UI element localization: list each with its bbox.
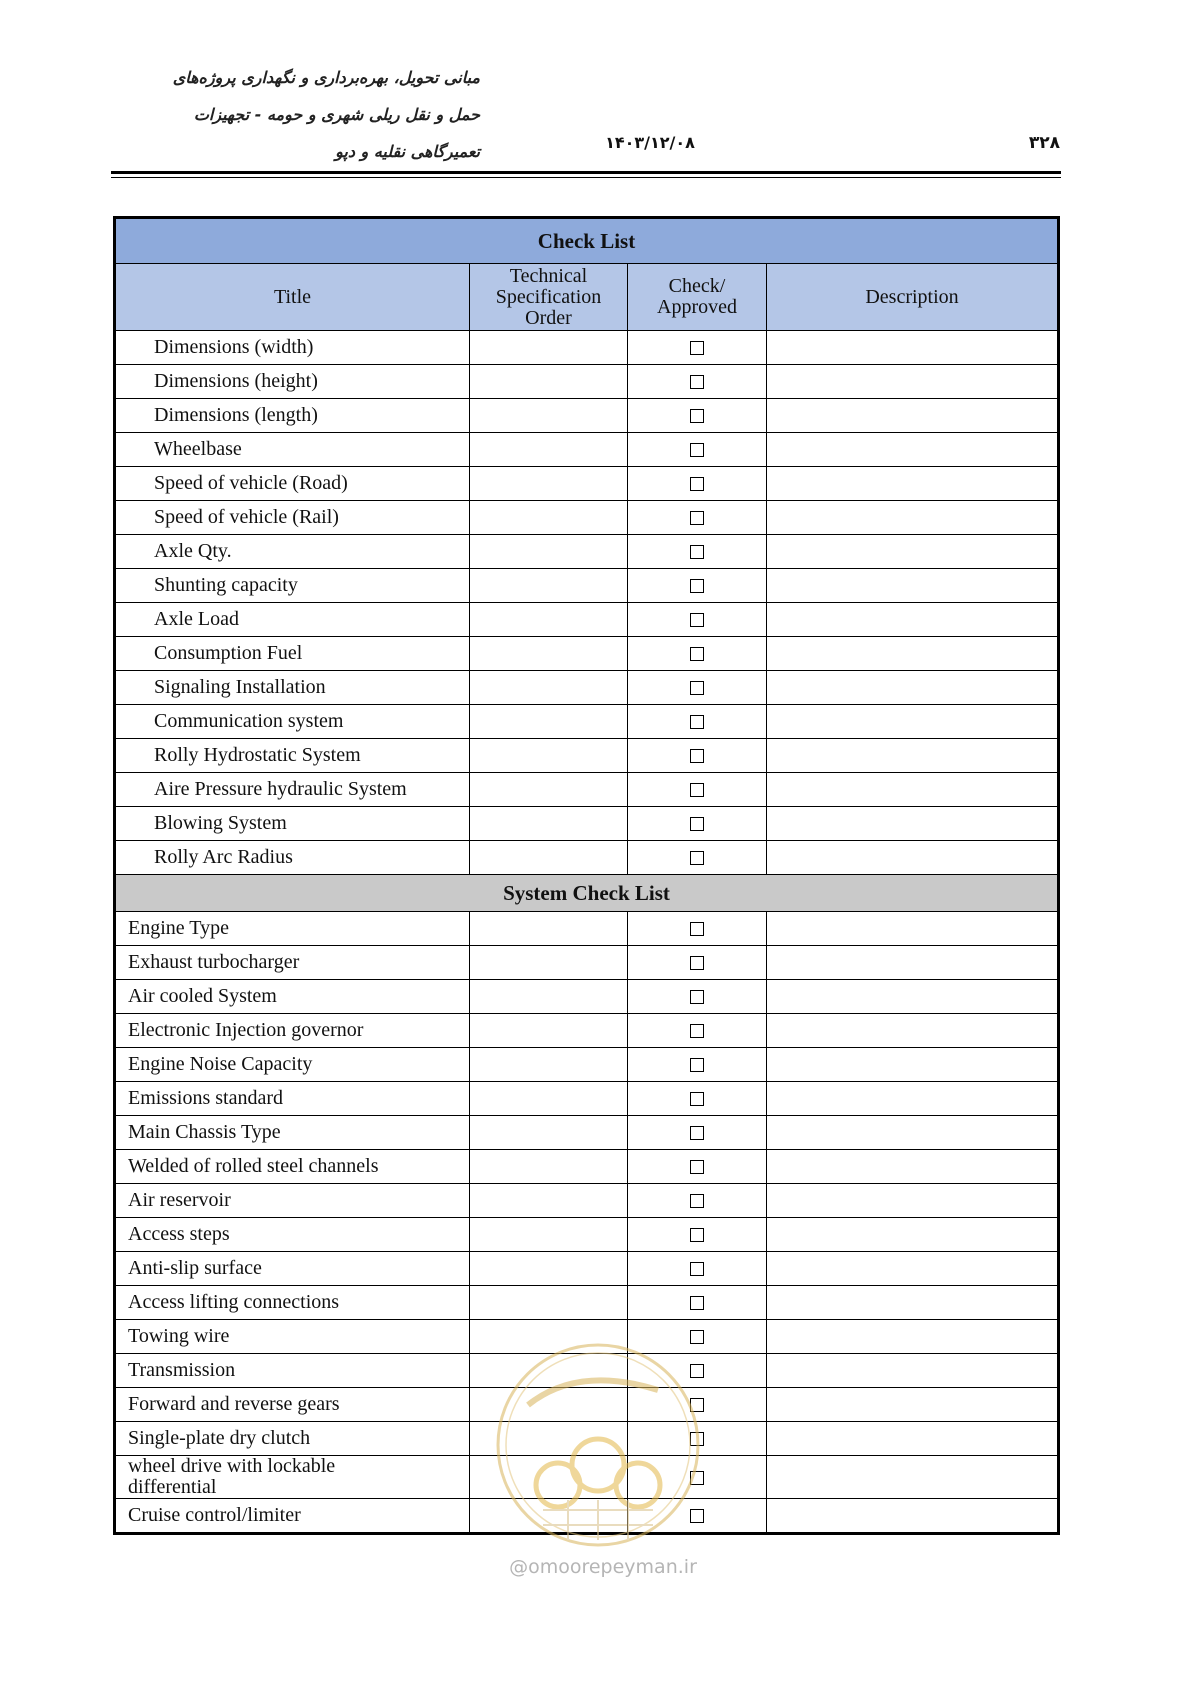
spec-cell[interactable] <box>470 1252 628 1286</box>
check-cell <box>628 1286 767 1320</box>
spec-header-line2: Specification <box>495 285 602 308</box>
row-title: Electronic Injection governor <box>115 1014 470 1048</box>
spec-cell[interactable] <box>470 1184 628 1218</box>
description-cell[interactable] <box>767 841 1059 875</box>
row-title: Exhaust turbocharger <box>115 946 470 980</box>
description-cell[interactable] <box>767 946 1059 980</box>
table-row <box>115 980 1059 1014</box>
row-title: Signaling Installation <box>115 671 470 705</box>
checkbox[interactable] <box>690 922 704 936</box>
table-row <box>115 1082 1059 1116</box>
spec-cell[interactable] <box>470 1422 628 1456</box>
header-date: ۱۴۰۳/۱۲/۰۸ <box>605 133 695 152</box>
description-cell[interactable] <box>767 1388 1059 1422</box>
table-row <box>115 331 1059 365</box>
description-cell[interactable] <box>767 980 1059 1014</box>
check-cell <box>628 1456 767 1499</box>
spec-cell[interactable] <box>470 841 628 875</box>
table-row <box>115 365 1059 399</box>
check-cell <box>628 365 767 399</box>
check-cell <box>628 739 767 773</box>
row-title: Single-plate dry clutch <box>115 1422 470 1456</box>
check-list-body <box>115 331 1059 875</box>
row-title: Main Chassis Type <box>115 1116 470 1150</box>
table-row <box>115 1320 1059 1354</box>
column-header-check <box>628 264 767 331</box>
spec-cell[interactable] <box>470 1456 628 1499</box>
check-list-table <box>113 216 1060 1535</box>
table-title-row <box>115 218 1059 264</box>
spec-cell[interactable] <box>470 912 628 946</box>
description-cell[interactable] <box>767 501 1059 535</box>
description-cell[interactable] <box>767 1218 1059 1252</box>
spec-cell[interactable] <box>470 773 628 807</box>
description-cell[interactable] <box>767 569 1059 603</box>
description-cell[interactable] <box>767 1116 1059 1150</box>
check-cell <box>628 705 767 739</box>
spec-cell[interactable] <box>470 535 628 569</box>
check-cell <box>628 1116 767 1150</box>
check-cell <box>628 637 767 671</box>
check-cell <box>628 1320 767 1354</box>
check-cell <box>628 841 767 875</box>
header-title-line2: حمل و نقل ریلی شهری و حومه - تجهیزات <box>193 105 480 124</box>
checkbox[interactable] <box>690 1160 704 1174</box>
row-title: Anti-slip surface <box>115 1252 470 1286</box>
row-title <box>115 1456 470 1499</box>
table-row <box>115 739 1059 773</box>
check-cell <box>628 603 767 637</box>
spec-cell[interactable] <box>470 705 628 739</box>
spec-cell[interactable] <box>470 1499 628 1534</box>
row-title: Dimensions (width) <box>115 331 470 365</box>
checkbox[interactable] <box>690 1228 704 1242</box>
description-cell[interactable] <box>767 1184 1059 1218</box>
row-title: Speed of vehicle (Rail) <box>115 501 470 535</box>
table-row <box>115 841 1059 875</box>
spec-cell[interactable] <box>470 980 628 1014</box>
description-cell[interactable] <box>767 433 1059 467</box>
checkbox[interactable] <box>690 1509 704 1523</box>
row-title: Access lifting connections <box>115 1286 470 1320</box>
table-row <box>115 399 1059 433</box>
row-title: Rolly Arc Radius <box>115 841 470 875</box>
row-title: Cruise control/limiter <box>115 1499 470 1534</box>
row-title-line1: wheel drive with lockable <box>128 1455 336 1477</box>
description-cell[interactable] <box>767 912 1059 946</box>
row-title: Access steps <box>115 1218 470 1252</box>
description-cell[interactable] <box>767 773 1059 807</box>
row-title: Aire Pressure hydraulic System <box>115 773 470 807</box>
table-row <box>115 1048 1059 1082</box>
check-cell <box>628 671 767 705</box>
row-title: Welded of rolled steel channels <box>115 1150 470 1184</box>
column-header-title: Title <box>115 264 470 331</box>
row-title: Air reservoir <box>115 1184 470 1218</box>
spec-cell[interactable] <box>470 1354 628 1388</box>
checkbox[interactable] <box>690 956 704 970</box>
table-row <box>115 637 1059 671</box>
table-row <box>115 1422 1059 1456</box>
table-row <box>115 467 1059 501</box>
row-title: Forward and reverse gears <box>115 1388 470 1422</box>
table-row <box>115 912 1059 946</box>
row-title: Engine Type <box>115 912 470 946</box>
checkbox[interactable] <box>690 1092 704 1106</box>
spec-cell[interactable] <box>470 1048 628 1082</box>
spec-cell[interactable] <box>470 671 628 705</box>
row-title: Air cooled System <box>115 980 470 1014</box>
checkbox[interactable] <box>690 647 704 661</box>
check-cell <box>628 1499 767 1534</box>
check-cell <box>628 331 767 365</box>
row-title: Emissions standard <box>115 1082 470 1116</box>
spec-cell[interactable] <box>470 1320 628 1354</box>
description-cell[interactable] <box>767 331 1059 365</box>
checkbox[interactable] <box>690 1024 704 1038</box>
table-row <box>115 535 1059 569</box>
checkbox[interactable] <box>690 409 704 423</box>
spec-cell[interactable] <box>470 399 628 433</box>
spec-cell[interactable] <box>470 946 628 980</box>
checkbox[interactable] <box>690 1262 704 1276</box>
checkbox[interactable] <box>690 990 704 1004</box>
row-title: Shunting capacity <box>115 569 470 603</box>
check-cell <box>628 807 767 841</box>
table-title: Check List <box>115 218 1059 264</box>
table-row <box>115 807 1059 841</box>
description-cell[interactable] <box>767 1456 1059 1499</box>
check-header-line1: Check/ <box>668 275 726 297</box>
spec-cell[interactable] <box>470 739 628 773</box>
description-cell[interactable] <box>767 1499 1059 1534</box>
check-cell <box>628 569 767 603</box>
table-row <box>115 1218 1059 1252</box>
checkbox[interactable] <box>690 1471 704 1485</box>
check-cell <box>628 1082 767 1116</box>
description-cell[interactable] <box>767 399 1059 433</box>
check-header-line2: Approved <box>657 296 737 318</box>
row-title: Speed of vehicle (Road) <box>115 467 470 501</box>
description-cell[interactable] <box>767 1320 1059 1354</box>
description-cell[interactable] <box>767 535 1059 569</box>
spec-cell[interactable] <box>470 365 628 399</box>
system-check-list-row <box>115 875 1059 912</box>
header-title-line1: مبانی تحویل، بهره‌برداری و نگهداری پروژه‌های <box>172 68 480 87</box>
spec-cell[interactable] <box>470 1014 628 1048</box>
checkbox[interactable] <box>690 1194 704 1208</box>
spec-cell[interactable] <box>470 467 628 501</box>
spec-cell[interactable] <box>470 1150 628 1184</box>
table-row <box>115 1456 1059 1499</box>
checkbox[interactable] <box>690 579 704 593</box>
row-title-line2: differential <box>128 1476 217 1498</box>
page-number: ۳۲۸ <box>1028 133 1060 153</box>
checkbox[interactable] <box>690 511 704 525</box>
description-cell[interactable] <box>767 705 1059 739</box>
table-row <box>115 1354 1059 1388</box>
row-title: Towing wire <box>115 1320 470 1354</box>
table-row <box>115 603 1059 637</box>
row-title: Consumption Fuel <box>115 637 470 671</box>
checkbox[interactable] <box>690 477 704 491</box>
row-title: Dimensions (height) <box>115 365 470 399</box>
table-row <box>115 1184 1059 1218</box>
table-row <box>115 1252 1059 1286</box>
check-cell <box>628 399 767 433</box>
header-rule-thin <box>111 177 1061 178</box>
check-cell <box>628 1048 767 1082</box>
system-check-list-body <box>115 912 1059 1456</box>
checkbox[interactable] <box>690 851 704 865</box>
spec-cell[interactable] <box>470 1286 628 1320</box>
checkbox[interactable] <box>690 1330 704 1344</box>
check-cell <box>628 1150 767 1184</box>
column-header-spec <box>470 264 628 331</box>
spec-cell[interactable] <box>470 1218 628 1252</box>
check-cell <box>628 773 767 807</box>
description-cell[interactable] <box>767 1014 1059 1048</box>
checkbox[interactable] <box>690 613 704 627</box>
table-row <box>115 1499 1059 1534</box>
table-row <box>115 1116 1059 1150</box>
row-title: Dimensions (length) <box>115 399 470 433</box>
table-row <box>115 705 1059 739</box>
check-cell <box>628 1422 767 1456</box>
checkbox[interactable] <box>690 817 704 831</box>
check-cell <box>628 433 767 467</box>
system-check-list-title: System Check List <box>115 875 1059 912</box>
description-cell[interactable] <box>767 1354 1059 1388</box>
row-title: Axle Load <box>115 603 470 637</box>
description-cell[interactable] <box>767 1422 1059 1456</box>
spec-cell[interactable] <box>470 1082 628 1116</box>
table-row <box>115 1388 1059 1422</box>
spec-cell[interactable] <box>470 1388 628 1422</box>
spec-cell[interactable] <box>470 331 628 365</box>
row-title: Wheelbase <box>115 433 470 467</box>
spec-header-line1: Technical <box>509 264 588 287</box>
description-cell[interactable] <box>767 603 1059 637</box>
checkbox[interactable] <box>690 375 704 389</box>
table-row <box>115 671 1059 705</box>
spec-cell[interactable] <box>470 569 628 603</box>
description-cell[interactable] <box>767 467 1059 501</box>
check-cell <box>628 946 767 980</box>
table-row <box>115 569 1059 603</box>
description-cell[interactable] <box>767 739 1059 773</box>
spec-cell[interactable] <box>470 807 628 841</box>
table-row <box>115 1014 1059 1048</box>
row-title: Communication system <box>115 705 470 739</box>
spec-cell[interactable] <box>470 501 628 535</box>
checkbox[interactable] <box>690 1432 704 1446</box>
check-cell <box>628 1014 767 1048</box>
row-title: Transmission <box>115 1354 470 1388</box>
column-header-description: Description <box>767 264 1059 331</box>
check-cell <box>628 1252 767 1286</box>
description-cell[interactable] <box>767 637 1059 671</box>
check-cell <box>628 501 767 535</box>
row-title: Axle Qty. <box>115 535 470 569</box>
spec-cell[interactable] <box>470 603 628 637</box>
watermark-url: @omoorepeyman.ir <box>509 1556 697 1578</box>
check-cell <box>628 467 767 501</box>
row-title: Rolly Hydrostatic System <box>115 739 470 773</box>
spec-cell[interactable] <box>470 1116 628 1150</box>
checkbox[interactable] <box>690 1398 704 1412</box>
row-title: Engine Noise Capacity <box>115 1048 470 1082</box>
description-cell[interactable] <box>767 807 1059 841</box>
description-cell[interactable] <box>767 365 1059 399</box>
checkbox[interactable] <box>690 715 704 729</box>
checkbox[interactable] <box>690 783 704 797</box>
description-cell[interactable] <box>767 1252 1059 1286</box>
table-row <box>115 433 1059 467</box>
checkbox[interactable] <box>690 443 704 457</box>
header-rule-thick <box>111 171 1061 174</box>
description-cell[interactable] <box>767 671 1059 705</box>
table-row <box>115 1286 1059 1320</box>
checkbox[interactable] <box>690 1296 704 1310</box>
spec-header-line3: Order <box>525 306 572 329</box>
table-row <box>115 501 1059 535</box>
spec-cell[interactable] <box>470 637 628 671</box>
header-title-line3: تعمیرگاهی نقلیه و دپو <box>335 142 480 161</box>
check-cell <box>628 535 767 569</box>
checkbox[interactable] <box>690 341 704 355</box>
spec-cell[interactable] <box>470 433 628 467</box>
description-cell[interactable] <box>767 1048 1059 1082</box>
table-row <box>115 946 1059 980</box>
table-row <box>115 773 1059 807</box>
check-cell <box>628 1354 767 1388</box>
checkbox[interactable] <box>690 1364 704 1378</box>
checkbox[interactable] <box>690 1058 704 1072</box>
checkbox[interactable] <box>690 749 704 763</box>
description-cell[interactable] <box>767 1286 1059 1320</box>
check-cell <box>628 912 767 946</box>
check-cell <box>628 1184 767 1218</box>
checkbox[interactable] <box>690 545 704 559</box>
column-header-row <box>115 264 1059 331</box>
description-cell[interactable] <box>767 1082 1059 1116</box>
checkbox[interactable] <box>690 1126 704 1140</box>
description-cell[interactable] <box>767 1150 1059 1184</box>
check-cell <box>628 1388 767 1422</box>
checkbox[interactable] <box>690 681 704 695</box>
row-title: Blowing System <box>115 807 470 841</box>
check-cell <box>628 980 767 1014</box>
table-row <box>115 1150 1059 1184</box>
check-cell <box>628 1218 767 1252</box>
